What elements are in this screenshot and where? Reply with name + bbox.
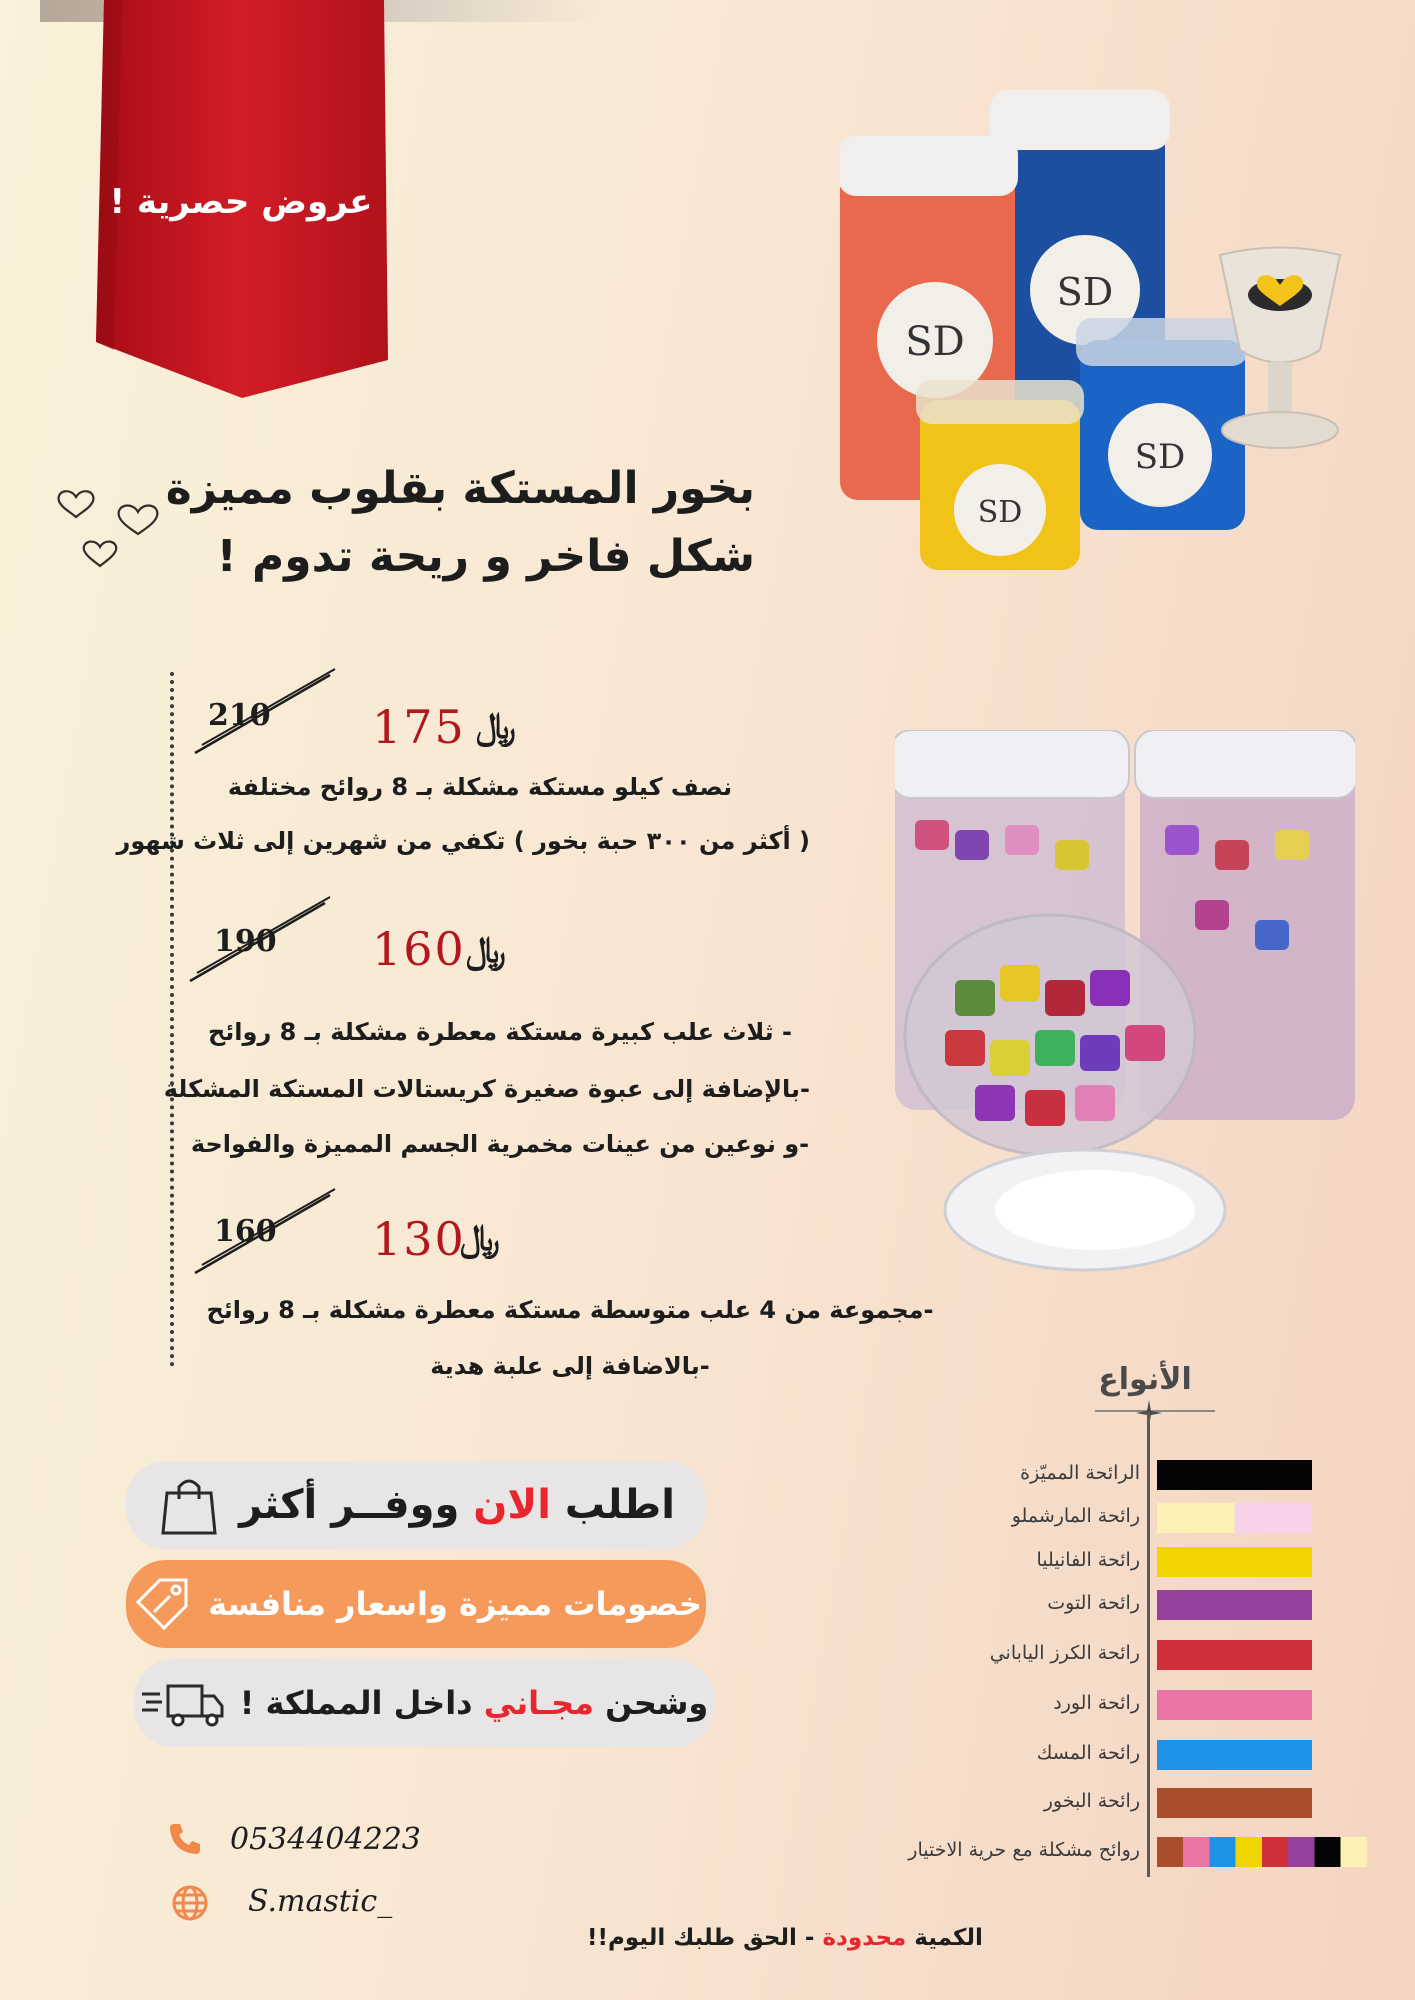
- strike-mark: [190, 1185, 340, 1280]
- globe-icon: [170, 1883, 210, 1923]
- riyal-icon: ﷼: [466, 930, 506, 971]
- legend-item: رائحة المارشملو: [0, 1503, 1415, 1535]
- legend-item: رائحة الفانيليا: [0, 1547, 1415, 1579]
- new-price-2: 160: [372, 922, 466, 976]
- riyal-icon: ﷼: [476, 706, 516, 747]
- offer-2-line-2: -بالإضافة إلى عبوة صغيرة كريستالات المستكة المشكلة: [163, 1075, 810, 1103]
- discounts-text: خصومات مميزة واسعار منافسة: [208, 1585, 702, 1623]
- shipping-prefix: وشحن: [605, 1684, 709, 1722]
- legend-item: رائحة الكرز الياباني: [0, 1640, 1415, 1672]
- types-title: الأنواع: [1098, 1362, 1192, 1397]
- legend-item: الرائحة المميّزة: [0, 1460, 1415, 1492]
- color-swatch: [1157, 1547, 1312, 1577]
- crystal-jars-image: [895, 730, 1355, 1290]
- new-price-3: 130: [372, 1212, 466, 1266]
- legend-item: روائح مشكلة مع حرية الاختيار: [0, 1837, 1415, 1869]
- order-now-highlight: الان: [473, 1482, 551, 1528]
- order-prefix: اطلب: [564, 1482, 675, 1528]
- footer-prefix: الكمية: [914, 1925, 983, 1951]
- legend-item: رائحة المسك: [0, 1740, 1415, 1772]
- footer-limited: محدودة: [822, 1925, 907, 1951]
- old-price-2: 190: [214, 924, 277, 959]
- legend-item: رائحة البخور: [0, 1788, 1415, 1820]
- shipping-suffix: داخل المملكة !: [239, 1684, 473, 1722]
- offer-2-line-3: -و نوعين من عينات مخمرية الجسم المميزة والفواحة: [190, 1130, 810, 1158]
- phone-number[interactable]: 0534404223: [230, 1822, 421, 1857]
- offer-1-line-1: نصف كيلو مستكة مشكلة بـ 8 روائح مختلفة: [227, 773, 733, 801]
- limited-quantity-note: [560, 1925, 1010, 1951]
- hearts-decoration: [52, 470, 172, 580]
- old-price-1: 210: [208, 698, 271, 733]
- old-price-3: 160: [214, 1214, 277, 1249]
- headline: [115, 455, 755, 591]
- shipping-free-highlight: مجـاني: [483, 1684, 594, 1722]
- color-swatch: [1157, 1460, 1312, 1490]
- svg-text:SD: SD: [1134, 437, 1186, 477]
- footer-suffix: - الحق طلبك اليوم!!: [587, 1925, 815, 1951]
- heart-icon: [59, 491, 94, 517]
- color-swatch: [1157, 1837, 1367, 1867]
- riyal-icon: ﷼: [460, 1218, 500, 1259]
- banner-text: عروض حصرية !: [109, 182, 373, 222]
- headline-line-2: شكل فاخر و ريحة تدوم !: [216, 531, 755, 583]
- order-suffix: ووفــر أكثر: [239, 1482, 460, 1528]
- dotted-divider: [170, 672, 174, 1367]
- svg-text:SD: SD: [1056, 270, 1114, 314]
- legend-item: رائحة الورد: [0, 1690, 1415, 1722]
- offer-1-line-2: ( أكثر من ٣٠٠ حبة بخور ) تكفي من شهرين إلى ثلاث شهور: [116, 827, 810, 855]
- social-handle[interactable]: S.mastic_: [248, 1884, 393, 1919]
- color-swatch: [1157, 1590, 1312, 1620]
- offer-3-line-2: -بالاضافة إلى علبة هدية: [430, 1352, 710, 1380]
- color-swatch: [1157, 1503, 1312, 1533]
- color-swatch: [1157, 1640, 1312, 1670]
- headline-line-1: بخور المستكة بقلوب مميزة: [165, 463, 755, 514]
- strike-mark: [185, 893, 335, 988]
- svg-text:SD: SD: [905, 319, 965, 365]
- new-price-1: 175: [372, 700, 466, 754]
- strike-mark: [190, 665, 340, 760]
- offer-2-line-1: - ثلاث علب كبيرة مستكة معطرة مشكلة بـ 8 روائح: [207, 1018, 792, 1046]
- svg-text:SD: SD: [977, 495, 1023, 530]
- color-swatch: [1157, 1740, 1312, 1770]
- legend-item: رائحة التوت: [0, 1590, 1415, 1622]
- heart-icon: [119, 505, 158, 534]
- mastic-jars-image: [840, 80, 1380, 590]
- offer-3-line-1: -مجموعة من 4 علب متوسطة مستكة معطرة مشكلة بـ 8 روائح: [206, 1296, 934, 1324]
- color-swatch: [1157, 1788, 1312, 1818]
- heart-icon: [84, 542, 116, 566]
- color-swatch: [1157, 1690, 1312, 1720]
